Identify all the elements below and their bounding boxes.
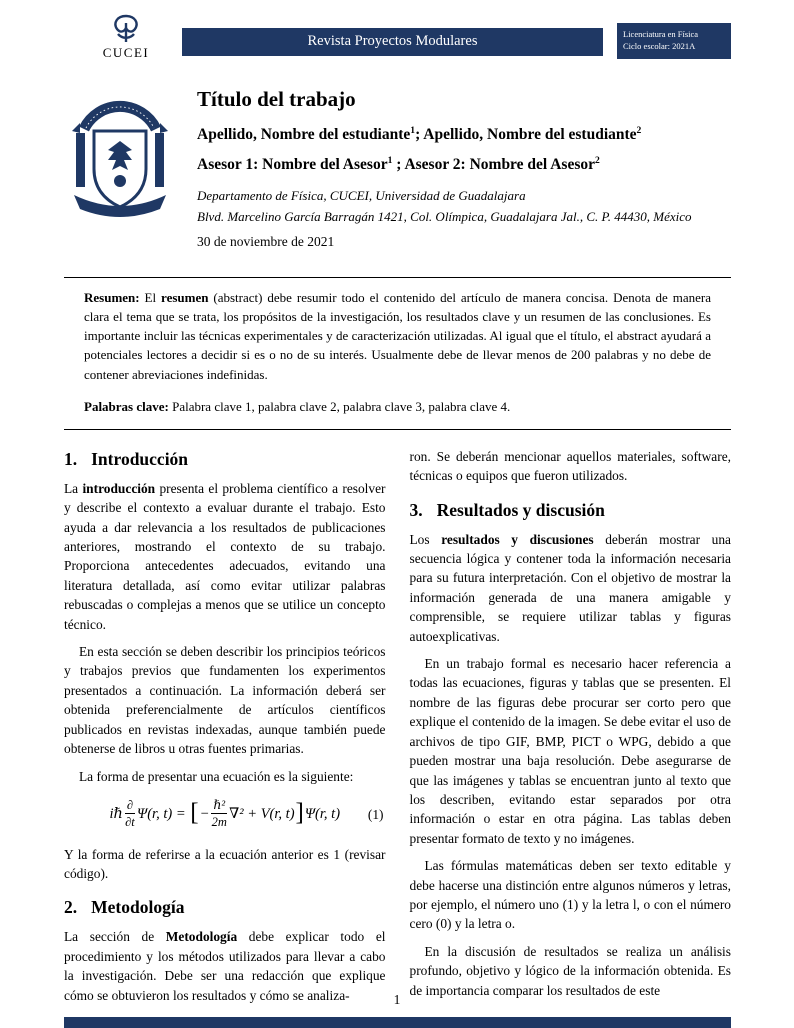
abstract-label: Resumen: bbox=[84, 289, 140, 305]
header bbox=[64, 14, 731, 61]
program-badge bbox=[617, 23, 731, 59]
equation-number: (1) bbox=[367, 806, 384, 822]
intro-paragraph-2: En esta sección se deben describir los principios teóricos y trabajos previos que fundamenten los experimentos presentados a continuación. La información deberá ser obtenida preferencialmente de artículos científicos publicados en revistas indexadas, aunque también puede obtenerse de libros u otras fuentes primarias. bbox=[64, 644, 386, 757]
left-column bbox=[64, 447, 386, 1005]
eq-open-bracket: [ bbox=[190, 798, 199, 826]
resultados-paragraph-3: Las fórmulas matemáticas deben ser texto editable y debe hacerse una distinción entre algunos números y letras, por ejemplo, el número uno (1) y la letra l, o con el número cero (0) y la letra o. bbox=[409, 858, 731, 932]
eq-frac-t-num: ∂ bbox=[125, 798, 135, 814]
section-heading-introduccion bbox=[64, 449, 386, 470]
abstract-text-post: (abstract) debe resumir todo el contenido del artículo de manera concisa. Denota de manera clara el tema que se trata, los propósitos de la investigación, los resultados clave y un resumen de las conclusiones. Es importante incluir las técnicas experimentales y de caracterización utilizadas. Al igual que el título, el abstract ayudará a potenciales lectores a decidir si es o no de su interés. Usualmente debe de llevar menos de 200 palabras y no debe de contener abreviaciones indefinidas. bbox=[84, 289, 711, 382]
advisors-separator: ; bbox=[392, 156, 405, 174]
metodologia-paragraph-continuation: ron. Se deberán mencionar aquellos materiales, software, técnicas o equipos que fueron utilizados. bbox=[409, 448, 731, 484]
intro-p1-bold: introducción bbox=[82, 480, 156, 496]
eq-frac-h-num: ℏ² bbox=[211, 798, 227, 814]
keywords-list: Palabra clave 1, palabra clave 2, palabra clave 3, palabra clave 4. bbox=[168, 398, 511, 414]
footer-bar bbox=[64, 1017, 731, 1028]
author-2: Apellido, Nombre del estudiante bbox=[423, 126, 637, 144]
eq-close-bracket: ] bbox=[295, 798, 304, 826]
eq-hbar-fraction bbox=[211, 798, 227, 830]
equation-1 bbox=[64, 799, 386, 831]
section-heading-metodologia bbox=[64, 897, 386, 918]
eq-i-hbar: iℏ bbox=[109, 806, 123, 823]
affiliation-address: Blvd. Marcelino García Barragán 1421, Col. Olímpica, Guadalajara Jal., C. P. 44430, México bbox=[197, 209, 692, 225]
section-3-title: Resultados y discusión bbox=[436, 499, 605, 520]
cucei-logo-text: CUCEI bbox=[102, 45, 150, 60]
cucei-logo-icon bbox=[94, 14, 158, 44]
advisors-line bbox=[197, 155, 692, 174]
affiliation-department: Departamento de Física, CUCEI, Universidad de Guadalajara bbox=[197, 188, 526, 204]
section-3-number: 3. bbox=[409, 499, 423, 520]
authors-separator: ; bbox=[415, 126, 424, 144]
author-1: Apellido, Nombre del estudiante bbox=[197, 126, 411, 144]
eq-frac-h-den: 2m bbox=[211, 815, 227, 830]
metodologia-p1-post: debe explicar todo el procedimiento y los métodos utilizados para llevar a cabo la investigación. Debe ser una redacción que explique cómo se obtuvieron los resultados y cómo se analiza- bbox=[64, 929, 386, 1003]
eq-nabla: ∇² bbox=[229, 806, 244, 823]
article-body bbox=[64, 447, 731, 1005]
advisor-2: Asesor 2: Nombre del Asesor bbox=[404, 156, 596, 174]
advisor-1: Asesor 1: Nombre del Asesor bbox=[197, 156, 388, 174]
title-info bbox=[197, 87, 692, 264]
advisor-1-superscript: 1 bbox=[387, 155, 393, 167]
eq-potential: + V(r, t) bbox=[243, 806, 295, 823]
eq-psi-right: Ψ(r, t) bbox=[304, 806, 341, 823]
abstract-rule-bottom bbox=[64, 429, 731, 430]
eq-time-derivative-fraction bbox=[125, 798, 135, 830]
author-1-superscript: 1 bbox=[410, 125, 416, 136]
intro-p1-pre: La bbox=[64, 480, 83, 496]
university-coat-of-arms bbox=[70, 87, 170, 264]
resultados-p1-post: deberán mostrar una secuencia lógica y contener toda la información necesaria para su futura interpretación. Con el objetivo de mostrar la información generada de una manera amigable y comprensible, se requiere utilizar tablas y figuras autoexplicativas. bbox=[409, 531, 732, 644]
author-2-superscript: 2 bbox=[636, 125, 642, 136]
section-1-number: 1. bbox=[64, 448, 78, 469]
right-column bbox=[410, 447, 732, 1005]
abstract-text-bold: resumen bbox=[161, 289, 209, 305]
intro-paragraph-3: La forma de presentar una ecuación es la siguiente: bbox=[79, 768, 354, 784]
section-heading-resultados bbox=[410, 500, 732, 521]
title-block bbox=[64, 87, 731, 264]
advisor-2-superscript: 2 bbox=[595, 155, 600, 167]
eq-psi-left: Ψ(r, t) = bbox=[137, 806, 190, 823]
intro-paragraph-4: Y la forma de referirse a la ecuación anterior es 1 (revisar código). bbox=[64, 846, 386, 882]
abstract-block bbox=[64, 278, 731, 429]
page-number: 1 bbox=[393, 992, 401, 1007]
section-2-title: Metodología bbox=[91, 897, 185, 918]
paper-title: Título del trabajo bbox=[197, 87, 356, 111]
resultados-paragraph-2: En un trabajo formal es necesario hacer referencia a todas las ecuaciones, figuras y tablas que se presenten. El nombre de las figuras debe procurar ser corto pero que explique el contenido de la imagen. Se debe evitar el uso de archivos de tipo GIF, BMP, PICT o WPG, debido a que pueden mostrar una baja resolución. Debe asegurarse de que las imágenes y tablas se encuentran junto al texto que los describen, evitando estar separados por otra información o estar en otra página. Las tablas deben presentar formato de texto y no imágenes. bbox=[409, 656, 731, 846]
resultados-p1-bold: resultados y discusiones bbox=[441, 531, 594, 547]
eq-minus: − bbox=[199, 806, 210, 823]
authors-line bbox=[197, 125, 692, 144]
publication-date: 30 de noviembre de 2021 bbox=[197, 234, 335, 250]
section-1-title: Introducción bbox=[91, 448, 189, 469]
abstract-paragraph bbox=[84, 288, 711, 384]
resultados-p1-pre: Los bbox=[409, 531, 442, 547]
resultados-paragraph-1 bbox=[410, 530, 732, 646]
section-2-number: 2. bbox=[64, 897, 78, 918]
badge-line-2: Ciclo escolar: 2021A bbox=[623, 41, 696, 52]
metodologia-p1-pre: La sección de bbox=[64, 929, 166, 945]
journal-title-bar: Revista Proyectos Modulares bbox=[182, 28, 603, 56]
abstract-text-pre: El bbox=[139, 289, 162, 305]
resultados-paragraph-4: En la discusión de resultados se realiza un análisis profundo, objetivo y lógico de la información obtenida. Es de importancia comparar los resultados de este bbox=[409, 943, 731, 998]
metodologia-p1-bold: Metodología bbox=[165, 929, 238, 945]
cucei-logo bbox=[94, 14, 158, 61]
intro-paragraph-1 bbox=[64, 479, 386, 634]
keywords-label: Palabras clave: bbox=[84, 398, 169, 414]
eq-frac-t-den: ∂t bbox=[125, 815, 135, 830]
intro-p1-post: presenta el problema científico a resolver y describe el contexto a evaluar durante el trabajo. Esto ayuda a dar relevancia a los resultados de publicaciones anteriores, mostrando el contexto de su trabajo. Proporciona antecedentes adecuados, evitando una literatura detallada, así como evitar utilizar palabras rebuscadas o complejas a menos que se utilice un concepto técnico. bbox=[64, 480, 386, 632]
badge-line-1: Licenciatura en Física bbox=[623, 29, 699, 39]
keywords-line bbox=[84, 399, 711, 415]
